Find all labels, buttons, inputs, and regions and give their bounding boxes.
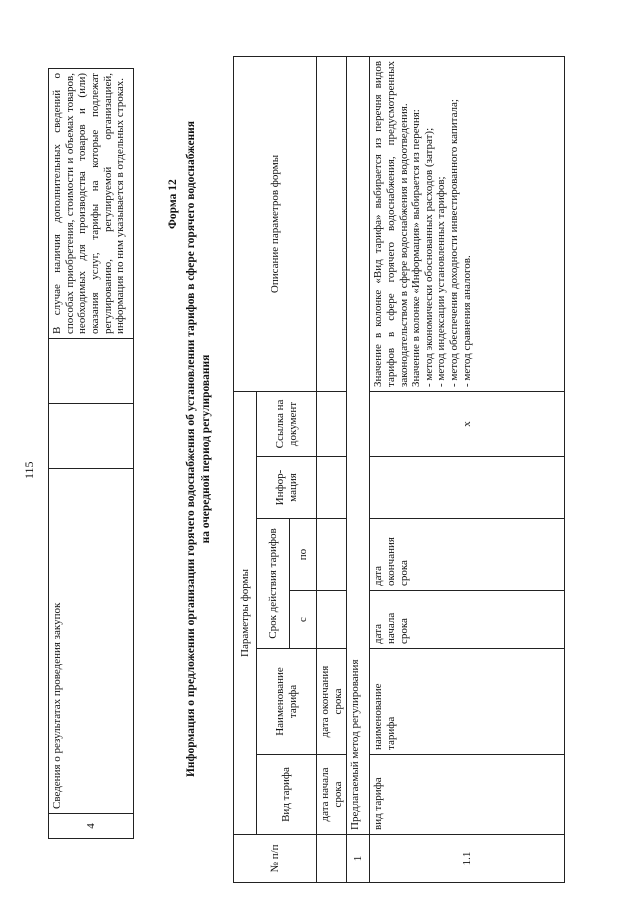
method-list-item: - метод обеспечения доходности инвестированного капитала; (448, 99, 461, 387)
row-tariff-name: наименование тарифа (370, 649, 565, 755)
header-from: с (290, 591, 317, 649)
table-row (49, 69, 134, 839)
row-information (370, 457, 565, 519)
empty-cell (49, 404, 134, 469)
title-line-2: на очередной период регулирования (199, 354, 212, 544)
header-tariff-name: Наименование тарифа (257, 649, 317, 755)
empty-cell (317, 391, 347, 456)
header-period: Срок действия тарифов (257, 519, 290, 649)
empty-cell (49, 339, 134, 404)
method-list-item: - метод индексации установленных тарифов; (435, 176, 448, 387)
row-start-date: дата начала срока (370, 591, 565, 649)
header-row (234, 56, 257, 882)
header-tariff-type: Вид тарифа (257, 755, 317, 835)
description-paragraph-1: Значение в колонке «Вид тарифа» выбирается из перечня видов тарифов в сфере горячего водоснабжения, предусмотренных законодательством в сфере водоснабжения и водоотведения. (372, 60, 410, 387)
top-table (48, 68, 134, 839)
row-document-link: x (370, 391, 565, 456)
section-number: 1 (347, 835, 370, 883)
section-row (347, 56, 370, 882)
description-paragraph-2: Значение в колонке «Информация» выбирается из перечня: (410, 109, 423, 387)
empty-cell (317, 835, 347, 883)
header-to: по (290, 519, 317, 591)
section-title: Предлагаемый метод регулирования (347, 56, 370, 834)
row-number: 1.1 (370, 835, 565, 883)
row-title: Сведения о результатах проведения закупок (49, 469, 134, 814)
parameters-table (233, 56, 565, 883)
header-params: Параметры формы (234, 391, 257, 834)
form-title (184, 39, 214, 859)
method-list-item: - метод сравнения аналогов. (460, 255, 473, 387)
row-number: 4 (49, 814, 134, 839)
table-row (370, 56, 565, 882)
header-description: Описание параметров формы (234, 56, 317, 391)
empty-cell (317, 591, 347, 649)
page-number: 115 (22, 461, 36, 479)
row-end-date: дата окончания срока (370, 519, 565, 591)
subheader-start: дата начала срока (317, 755, 347, 835)
method-list-item: - метод экономически обоснованных расходов (затрат); (422, 127, 435, 387)
subheader-row (317, 56, 347, 882)
header-document-link: Ссылка на документ (257, 391, 317, 456)
row-note: В случае наличия дополнительных сведений о способах приобретения, стоимости и объемах товаров, необходимых для производства товаров и (или) оказания услуг, тарифы на которые подлежат регулированию, регулируемой организацией, информация по ним указывается в отдельных строках. (49, 69, 134, 339)
form-label: Форма 12 (167, 179, 179, 229)
empty-cell (317, 56, 347, 391)
subheader-end: дата окончания срока (317, 649, 347, 755)
row-description (370, 56, 565, 391)
header-number: № п/п (234, 835, 317, 883)
row-tariff-type: вид тарифа (370, 755, 565, 835)
empty-cell (317, 457, 347, 519)
title-line-1: Информация о предложении организации горячего водоснабжения об установлении тарифов в сфере горячего водоснабжения (185, 120, 197, 778)
empty-cell (317, 519, 347, 591)
header-information: Инфор- мация (257, 457, 317, 519)
